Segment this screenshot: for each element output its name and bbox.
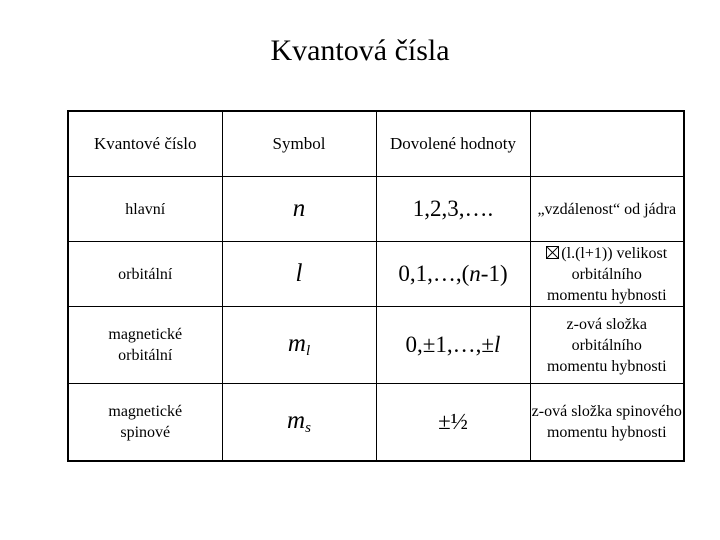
symbol-main: m (287, 407, 306, 434)
allowed-values: ±½ (438, 409, 468, 434)
description-line: momentu hybnosti (546, 424, 667, 441)
allowed-values-cell (376, 384, 530, 462)
allowed-values-suffix: -1) (480, 261, 508, 286)
quantum-numbers-table (67, 110, 685, 462)
symbol-subscript: s (305, 420, 311, 436)
description-line: momentu hybnosti (546, 357, 667, 375)
description-line: z-ová složka spinového (531, 403, 682, 420)
table-header-row (68, 111, 684, 177)
allowed-values (398, 261, 507, 286)
header-allowed-values: Dovolené hodnoty (376, 111, 530, 177)
symbol (287, 407, 311, 434)
header-quantum-number: Kvantové číslo (68, 111, 222, 177)
header-symbol: Symbol (222, 111, 376, 177)
name-line: magnetické (108, 326, 183, 343)
symbol-subscript: l (305, 343, 311, 359)
allowed-values-variable: n (469, 261, 481, 286)
description-text: (l.(l+1)) velikost orbitálního (561, 244, 668, 283)
name-line: orbitální (118, 265, 173, 283)
description-cell (530, 242, 684, 307)
description-line: z-ová složka orbitálního (566, 315, 647, 354)
allowed-values-prefix: 0,±1,…,± (405, 332, 495, 357)
table-row (68, 242, 684, 307)
description-cell (530, 307, 684, 384)
symbol-cell (222, 384, 376, 462)
symbol (288, 330, 310, 357)
quantum-number-name (68, 242, 222, 307)
allowed-values-prefix: 0,1,…,( (398, 261, 470, 286)
page-title: Kvantová čísla (270, 34, 450, 67)
symbol-main: m (287, 330, 306, 357)
name-line: spinové (120, 424, 171, 441)
description-line: momentu hybnosti (546, 286, 667, 304)
table-row (68, 307, 684, 384)
allowed-values-cell (376, 242, 530, 307)
allowed-values-variable: l (494, 332, 501, 357)
table-row (68, 177, 684, 242)
allowed-values-cell (376, 177, 530, 242)
table-row (68, 384, 684, 462)
quantum-number-name (68, 307, 222, 384)
quantum-number-name (68, 384, 222, 462)
allowed-values: 1,2,3,…. (412, 196, 494, 221)
symbol-cell (222, 177, 376, 242)
name-line: orbitální (118, 347, 173, 364)
description-line: „vzdálenost“ od jádra (537, 200, 677, 218)
allowed-values-cell (376, 307, 530, 384)
description-line (531, 243, 684, 285)
description-cell (530, 177, 684, 242)
allowed-values (406, 332, 501, 357)
symbol-cell (222, 242, 376, 307)
missing-glyph-icon (546, 246, 559, 259)
name-line: magnetické (108, 403, 183, 420)
symbol: n (292, 195, 306, 222)
description-cell (530, 384, 684, 462)
name-line: hlavní (125, 200, 166, 218)
quantum-number-name (68, 177, 222, 242)
symbol-cell (222, 307, 376, 384)
header-description (530, 111, 684, 177)
symbol: l (295, 260, 303, 287)
